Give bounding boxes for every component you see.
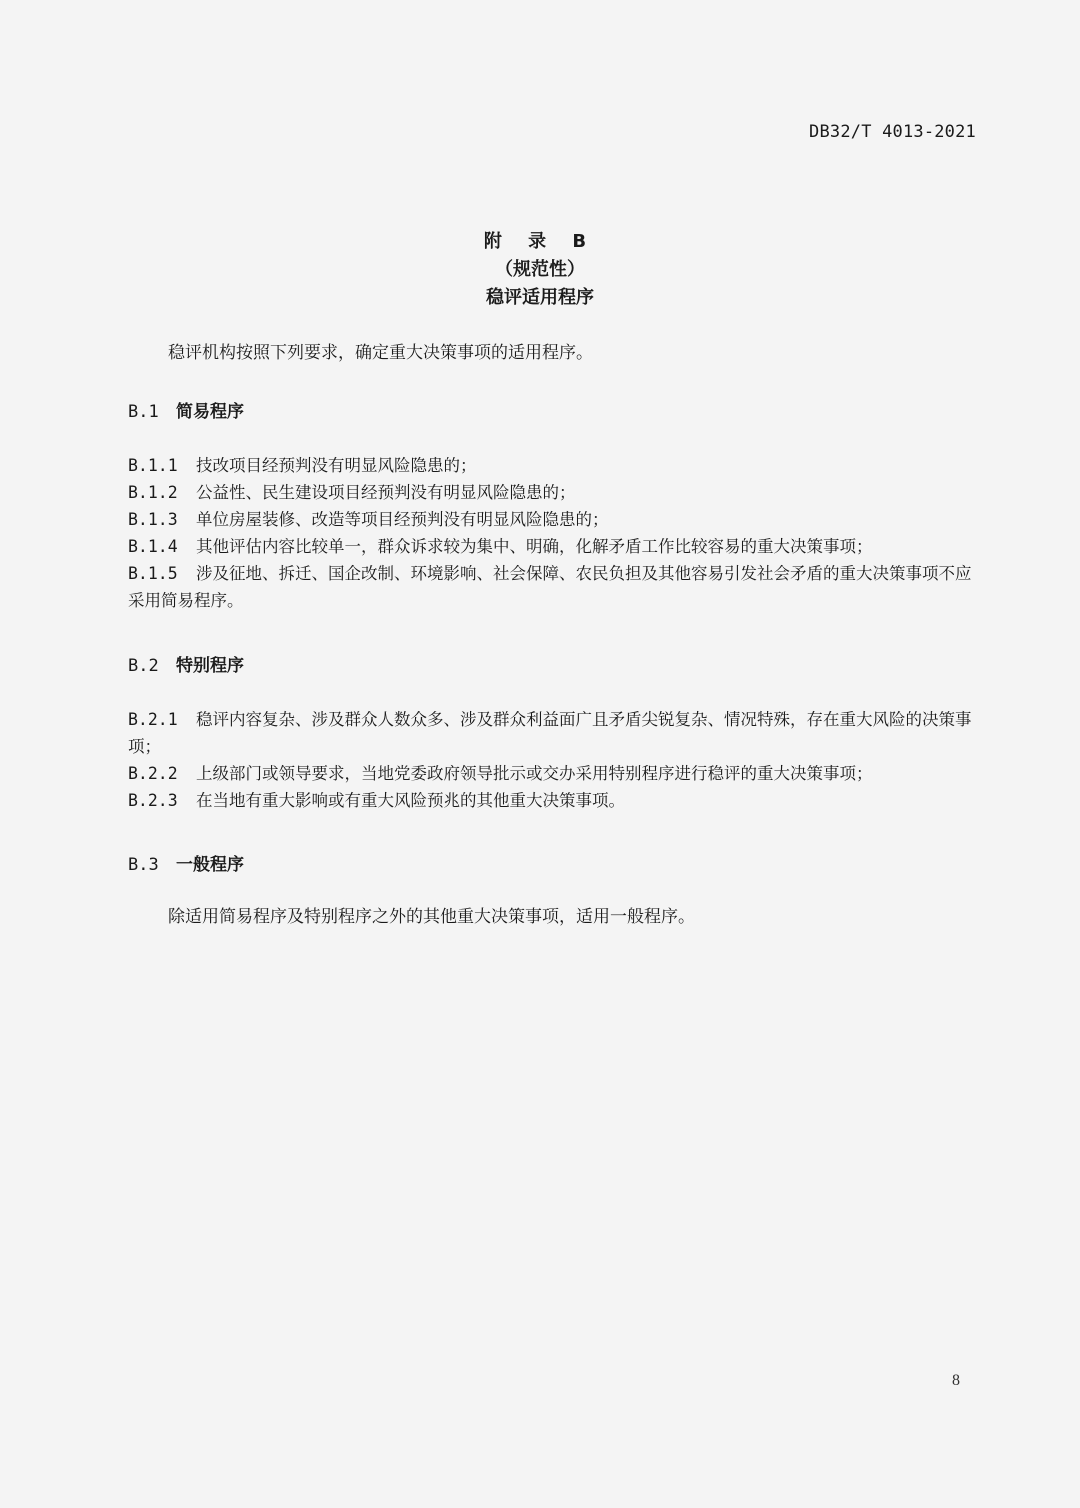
list-item <box>128 479 980 506</box>
item-text: 在当地有重大影响或有重大风险预兆的其他重大决策事项。 <box>196 791 625 810</box>
section-b2-items <box>128 706 980 814</box>
section-heading-b3 <box>128 850 244 875</box>
section-number: B.3 <box>128 855 159 875</box>
item-text: 涉及征地、拆迁、国企改制、环境影响、社会保障、农民负担及其他容易引发社会矛盾的重大决策事项不应采用简易程序。 <box>128 564 972 610</box>
section-number: B.2 <box>128 656 159 676</box>
item-text: 技改项目经预判没有明显风险隐患的； <box>196 456 477 475</box>
section-b1-items <box>128 452 980 614</box>
list-item <box>128 787 980 814</box>
item-number: B.1.4 <box>128 537 178 556</box>
list-item <box>128 533 980 560</box>
section-heading-b2 <box>128 651 244 676</box>
appendix-title-block <box>0 228 1080 312</box>
item-text: 单位房屋装修、改造等项目经预判没有明显风险隐患的； <box>196 510 609 529</box>
item-number: B.1.5 <box>128 564 178 583</box>
section-heading-b1 <box>128 397 244 422</box>
appendix-name: 稳评适用程序 <box>486 287 594 308</box>
section-title: 简易程序 <box>176 402 244 422</box>
closing-paragraph: 除适用简易程序及特别程序之外的其他重大决策事项，适用一般程序。 <box>168 907 695 927</box>
section-number: B.1 <box>128 402 159 422</box>
item-number: B.1.2 <box>128 483 178 502</box>
document-code: DB32/T 4013-2021 <box>809 122 976 142</box>
item-text: 稳评内容复杂、涉及群众人数众多、涉及群众利益面广且矛盾尖锐复杂、情况特殊，存在重大风险的决策事项； <box>128 710 972 756</box>
appendix-label: 附 录 B <box>483 231 597 252</box>
item-text: 上级部门或领导要求，当地党委政府领导批示或交办采用特别程序进行稳评的重大决策事项； <box>196 764 873 783</box>
list-item <box>128 560 980 614</box>
section-title: 特别程序 <box>176 656 244 676</box>
item-number: B.2.1 <box>128 710 178 729</box>
item-text: 公益性、民生建设项目经预判没有明显风险隐患的； <box>196 483 576 502</box>
list-item <box>128 760 980 787</box>
item-number: B.1.1 <box>128 456 178 475</box>
item-number: B.1.3 <box>128 510 178 529</box>
item-number: B.2.2 <box>128 764 178 783</box>
item-text: 其他评估内容比较单一，群众诉求较为集中、明确，化解矛盾工作比较容易的重大决策事项； <box>196 537 873 556</box>
appendix-type: （规范性） <box>495 259 585 280</box>
page-number: 8 <box>952 1372 960 1389</box>
list-item <box>128 506 980 533</box>
list-item <box>128 452 980 479</box>
item-number: B.2.3 <box>128 791 178 810</box>
list-item <box>128 706 980 760</box>
section-title: 一般程序 <box>176 855 244 875</box>
intro-paragraph: 稳评机构按照下列要求，确定重大决策事项的适用程序。 <box>168 343 593 363</box>
